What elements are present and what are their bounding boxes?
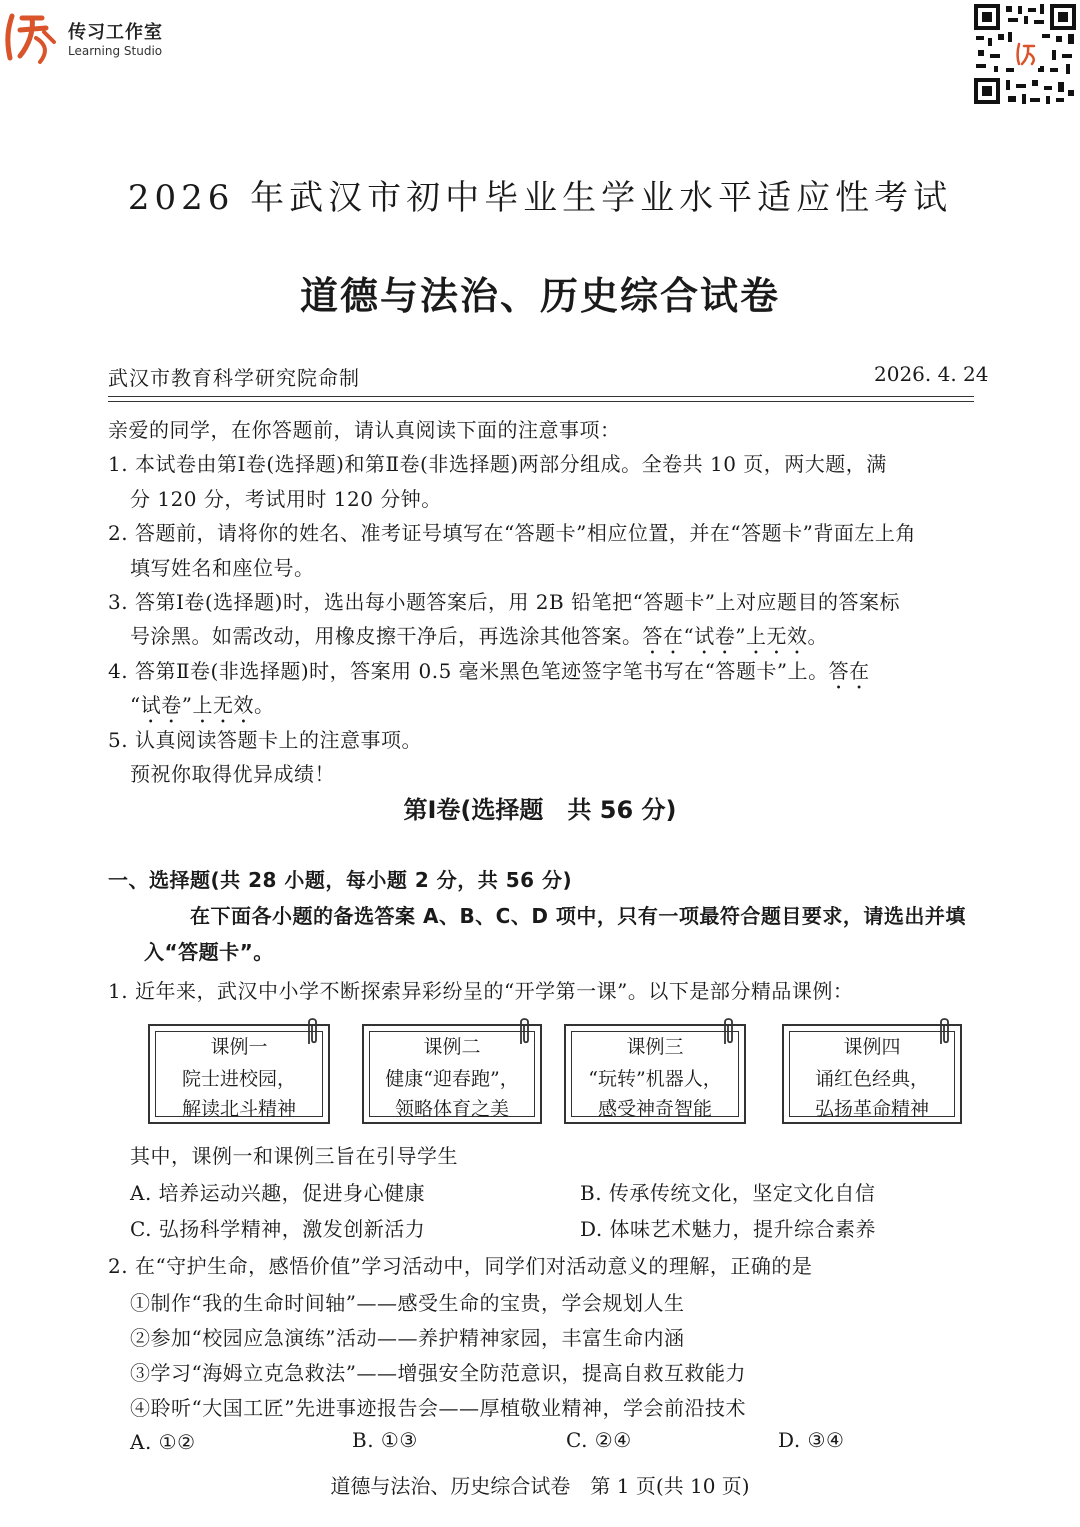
question-1-stem: 1. 近年来，武汉中小学不断探索异彩纷呈的“开学第一课”。以下是部分精品课例： <box>108 979 854 1003</box>
paper-title: 道德与法治、历史综合试卷 <box>299 274 780 318</box>
q1-option-a: A. 培养运动兴趣，促进身心健康 <box>130 1181 426 1205</box>
brand-name-en: Learning Studio <box>68 44 163 58</box>
question-1-sub-stem: 其中，课例一和课例三旨在引导学生 <box>130 1144 458 1168</box>
card-title: 课例三 <box>626 1036 684 1058</box>
part-one-title: 第Ⅰ卷(选择题 共 56 分) <box>403 796 677 824</box>
q2-item-2: ②参加“校园应急演练”活动——养护精神家园，丰富生命内涵 <box>130 1326 685 1350</box>
note-1-line-1: 1. 本试卷由第Ⅰ卷(选择题)和第Ⅱ卷(非选择题)两部分组成。全卷共 10 页，两大题，满 <box>108 452 887 476</box>
notes-intro: 亲爱的同学，在你答题前，请认真阅读下面的注意事项： <box>108 418 621 442</box>
lesson-card-2 <box>362 1024 542 1124</box>
card-title: 课例四 <box>843 1036 901 1058</box>
header-divider <box>108 396 974 397</box>
note-2-line-2: 填写姓名和座位号。 <box>130 556 315 580</box>
q1-option-d: D. 体味艺术魅力，提升综合素养 <box>580 1217 877 1241</box>
note-3-line-1: 3. 答第Ⅰ卷(选择题)时，选出每小题答案后，用 2B 铅笔把“答题卡”上对应题目的答案标 <box>108 590 901 614</box>
card-line-1: 诵红色经典， <box>814 1068 929 1090</box>
lesson-card-3 <box>564 1024 746 1124</box>
note-4-text: 4. 答第Ⅱ卷(非选择题)时，答案用 0.5 毫米黑色笔迹签字笔书写在“答题卡”上。 <box>108 659 829 683</box>
note-4-emphasis: 答在 <box>828 659 870 683</box>
q1-option-c: C. 弘扬科学精神，激发创新活力 <box>130 1217 426 1241</box>
card-line-2: 弘扬革命精神 <box>814 1098 929 1120</box>
q2-item-3: ③学习“海姆立克急救法”——增强安全防范意识，提高自救互救能力 <box>130 1361 746 1385</box>
good-luck-wish: 预祝你取得优异成绩！ <box>130 762 335 786</box>
q2-item-1: ①制作“我的生命时间轴”——感受生命的宝贵，学会规划人生 <box>130 1291 685 1315</box>
issuing-organization: 武汉市教育科学研究院命制 <box>108 366 360 390</box>
note-3-line-2 <box>130 620 828 659</box>
q2-option-c: C. ②④ <box>566 1428 632 1452</box>
page-footer: 道德与法治、历史综合试卷 第 1 页(共 10 页) <box>330 1474 750 1498</box>
note-3-emphasis: 答在“试卷”上无效 <box>642 624 808 648</box>
note-4-end: 。 <box>253 693 275 717</box>
q2-item-4: ④聆听“大国工匠”先进事迹报告会——厚植敬业精神，学会前沿技术 <box>130 1396 746 1420</box>
section-instruction-line-1: 在下面各小题的备选答案 A、B、C、D 项中，只有一项最符合题目要求，请选出并填 <box>190 904 966 928</box>
q2-option-a: A. ①② <box>130 1430 196 1454</box>
section-heading: 一、选择题(共 28 小题，每小题 2 分，共 56 分) <box>108 868 573 892</box>
note-5: 5. 认真阅读答题卡上的注意事项。 <box>108 728 422 752</box>
card-line-1: 健康“迎春跑”， <box>385 1068 519 1090</box>
header-divider <box>108 401 974 402</box>
note-3-text: 号涂黑。如需改动，用橡皮擦干净后，再选涂其他答案。 <box>130 624 643 648</box>
note-4-line-2 <box>130 689 274 728</box>
card-line-1: “玩转”机器人， <box>588 1068 722 1090</box>
card-title: 课例二 <box>423 1036 481 1058</box>
card-line-1: 院士进校园， <box>181 1068 296 1090</box>
card-line-2: 解读北斗精神 <box>181 1098 296 1120</box>
studio-logo <box>2 8 172 66</box>
exam-title: 2026 年武汉市初中毕业生学业水平适应性考试 <box>127 178 953 218</box>
q1-option-b: B. 传承传统文化，坚定文化自信 <box>580 1181 876 1205</box>
note-3-end: 。 <box>807 624 828 648</box>
lesson-card-1 <box>148 1024 330 1124</box>
note-2-line-1: 2. 答题前，请将你的姓名、准考证号填写在“答题卡”相应位置，并在“答题卡”背面左上角 <box>108 521 916 545</box>
section-instruction-line-2: 入“答题卡”。 <box>144 940 274 964</box>
q2-option-b: B. ①③ <box>352 1428 418 1452</box>
question-2-stem: 2. 在“守护生命，感悟价值”学习活动中，同学们对活动意义的理解，正确的是 <box>108 1254 813 1278</box>
card-line-2: 领略体育之美 <box>394 1098 509 1120</box>
lesson-card-4 <box>782 1024 962 1124</box>
brand-name-cn: 传习工作室 <box>68 22 163 43</box>
note-1-line-2: 分 120 分，考试用时 120 分钟。 <box>130 487 442 511</box>
qr-code-icon[interactable] <box>972 2 1078 106</box>
exam-date: 2026. 4. 24 <box>874 362 989 386</box>
card-line-2: 感受神奇智能 <box>597 1098 712 1120</box>
q2-option-d: D. ③④ <box>778 1428 845 1452</box>
note-4-emphasis-2: “试卷”上无效 <box>130 693 254 717</box>
studio-logo-mark-icon <box>2 8 60 66</box>
card-title: 课例一 <box>210 1036 268 1058</box>
